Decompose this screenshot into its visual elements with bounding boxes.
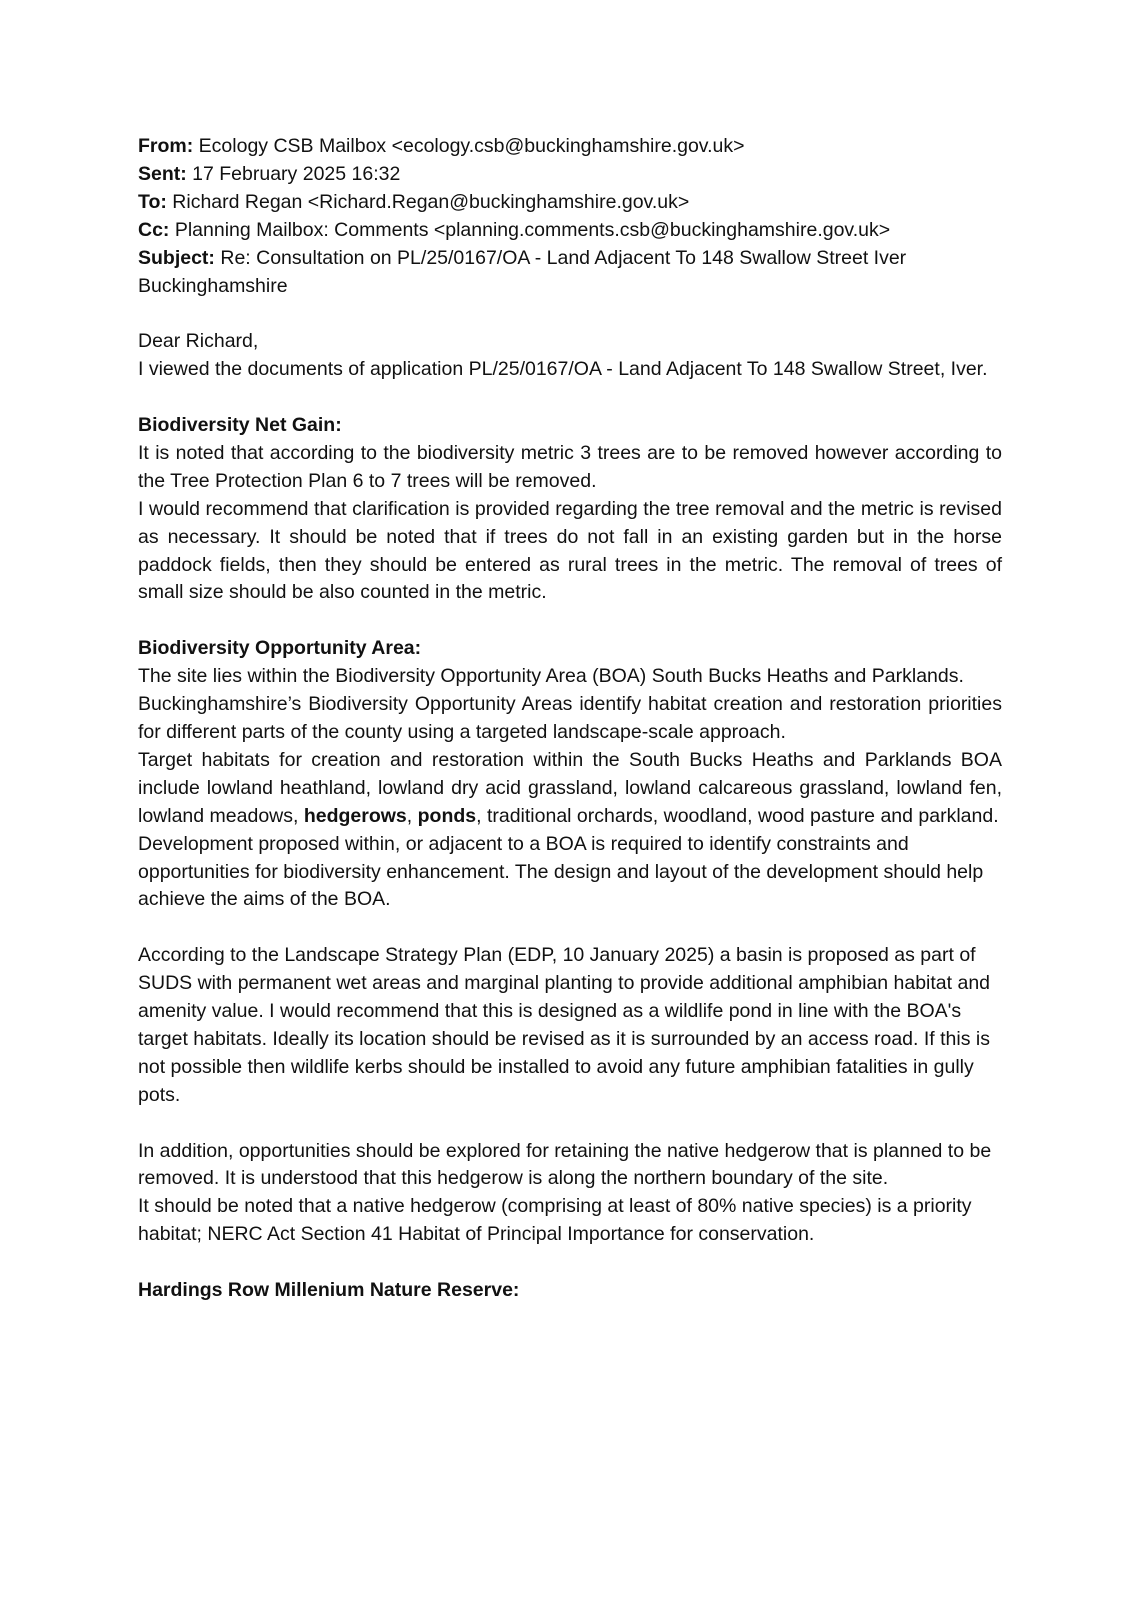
hedgerow-paragraph-1: In addition, opportunities should be explored for retaining the native hedgerow that is planned to be removed. It is understood that this hedgerow is along the northern boundary of the site. [138, 1139, 992, 1190]
subject-line [138, 245, 1002, 301]
greeting: Dear Richard, [138, 330, 259, 353]
to-value: Richard Regan <Richard.Regan@buckinghamshire.gov.uk> [166, 190, 690, 213]
boa-p3-text-c: , traditional orchards, woodland, wood pasture and parkland. [476, 804, 999, 827]
boa-p3-hedgerows: hedgerows [303, 804, 407, 827]
bng-paragraph-2: I would recommend that clarification is provided regarding the tree removal and the metric is revised as necessary. It should be noted that if trees do not fall in an existing garden but in the horse paddock fields, then they should be entered as rural trees in the metric. The removal of trees of small size should be also counted in the metric. [138, 497, 1002, 604]
email-document [138, 133, 1002, 1305]
intro-paragraph: I viewed the documents of application PL/25/0167/OA - Land Adjacent To 148 Swallow Street, Iver. [138, 358, 988, 381]
from-line [138, 133, 1002, 161]
email-header [138, 133, 1002, 300]
bng-paragraph-1: It is noted that according to the biodiversity metric 3 trees are to be removed however according to the Tree Protection Plan 6 to 7 trees will be removed. [138, 441, 1002, 492]
cc-label: Cc: [138, 218, 170, 241]
boa-paragraph-1: The site lies within the Biodiversity Opportunity Area (BOA) South Bucks Heaths and Parklands. [138, 665, 964, 688]
boa-p3-text-b: , [406, 804, 418, 827]
to-label: To: [138, 190, 167, 213]
sent-label: Sent: [138, 162, 187, 185]
boa-p3-ponds: ponds [417, 804, 477, 827]
bng-heading: Biodiversity Net Gain: [138, 414, 342, 437]
cc-value: Planning Mailbox: Comments <planning.comments.csb@buckinghamshire.gov.uk> [169, 218, 891, 241]
from-value: Ecology CSB Mailbox <ecology.csb@buckinghamshire.gov.uk> [193, 135, 745, 157]
from-label: From: [138, 135, 194, 157]
hedgerow-paragraph-2: It should be noted that a native hedgerow (comprising at least of 80% native species) is a priority habitat; NERC Act Section 41 Habitat of Principal Importance for conservation. [138, 1195, 972, 1246]
boa-paragraph-4: Development proposed within, or adjacent to a BOA is required to identify constraints and opportunities for biodiversity enhancement. The design and layout of the development should help achieve the aims of the BOA. [138, 832, 984, 911]
cc-line [138, 217, 1002, 245]
boa-paragraph-3 [138, 747, 1002, 831]
sent-line [138, 161, 1002, 189]
boa-heading: Biodiversity Opportunity Area: [138, 637, 422, 660]
subject-value: Re: Consultation on PL/25/0167/OA - Land Adjacent To 148 Swallow Street Iver Buckinghamshire [138, 246, 907, 297]
landscape-paragraph: According to the Landscape Strategy Plan (EDP, 10 January 2025) a basin is proposed as part of SUDS with permanent wet areas and marginal planting to provide additional amphibian habitat and amenity value. I would recommend that this is designed as a wildlife pond in line with the BOA's target habitats. Ideally its location should be revised as it is surrounded by an access road. If this is not possible then wildlife kerbs should be installed to avoid any future amphibian fatalities in gully pots. [138, 944, 991, 1106]
sent-value: 17 February 2025 16:32 [186, 162, 401, 185]
boa-p3-text-a: Target habitats for creation and restoration within the South Bucks Heaths and Parklands BOA include lowland heathland, lowland dry acid grassland, lowland calcareous grassland, lowland fen, lowland meadows, [138, 748, 1002, 827]
hardings-heading: Hardings Row Millenium Nature Reserve: [138, 1279, 520, 1302]
subject-label: Subject: [138, 246, 215, 269]
boa-paragraph-2: Buckinghamshire’s Biodiversity Opportunity Areas identify habitat creation and restoration priorities for different parts of the county using a targeted landscape-scale approach. [138, 693, 1002, 743]
to-line [138, 189, 1002, 217]
